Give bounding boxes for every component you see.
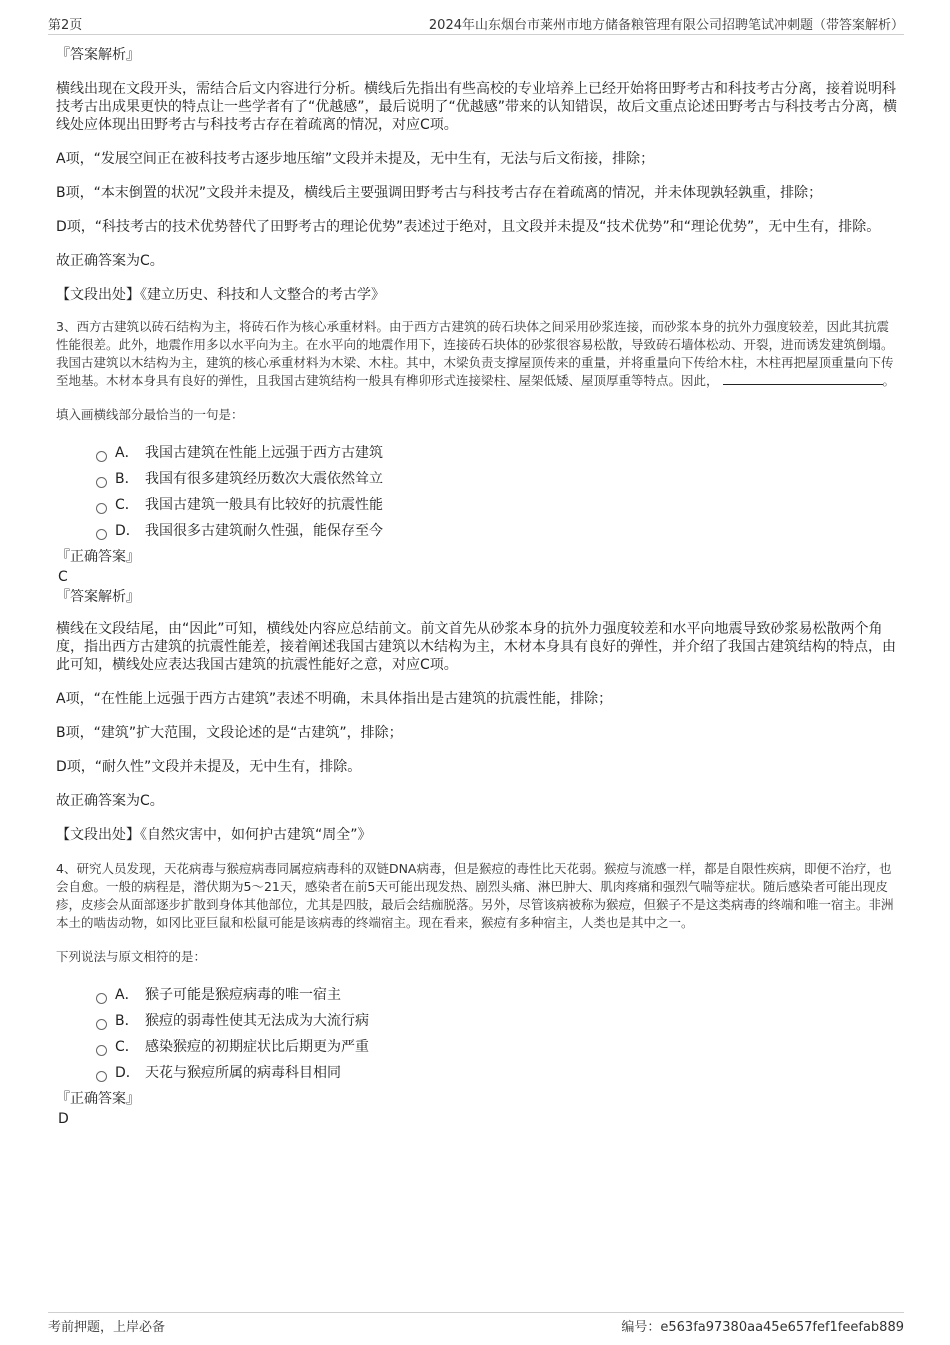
analysis-option-a: A项，“发展空间正在被科技考古逐步地压缩”文段并未提及，无中生有，无法与后文衔接，排除；: [56, 151, 655, 167]
option-b[interactable]: B． 猴痘的弱毒性使其无法成为大流行病: [96, 1008, 898, 1034]
radio-icon[interactable]: [96, 993, 107, 1004]
page-footer: [48, 1312, 904, 1337]
source-line: 【文段出处】《自然灾害中，如何护古建筑“周全”》: [56, 827, 372, 843]
question-4-options: [56, 982, 898, 1086]
option-b[interactable]: B． 我国有很多建筑经历数次大震依然耸立: [96, 466, 898, 492]
source-line: 【文段出处】《建立历史、科技和人文整合的考古学》: [56, 287, 385, 303]
fill-blank: [723, 372, 883, 385]
option-c[interactable]: C． 感染猴痘的初期症状比后期更为严重: [96, 1034, 898, 1060]
analysis-label: 『答案解析』: [56, 47, 140, 63]
option-c[interactable]: C． 我国古建筑一般具有比较好的抗震性能: [96, 492, 898, 518]
conclusion: 故正确答案为C。: [56, 793, 164, 809]
radio-icon[interactable]: [96, 503, 107, 514]
radio-icon[interactable]: [96, 529, 107, 540]
option-a[interactable]: A． 猴子可能是猴痘病毒的唯一宿主: [96, 982, 898, 1008]
radio-icon[interactable]: [96, 1019, 107, 1030]
option-d[interactable]: D． 我国很多古建筑耐久性强，能保存至今: [96, 518, 898, 544]
analysis-option-a: A项，“在性能上远强于西方古建筑”表述不明确，未具体指出是古建筑的抗震性能，排除；: [56, 691, 613, 707]
radio-icon[interactable]: [96, 477, 107, 488]
correct-answer-value: C: [58, 569, 68, 585]
question-3-stem: 3、西方古建筑以砖石结构为主，将砖石作为核心承重材料。由于西方古建筑的砖石块体之间采用砂浆连接，而砂浆本身的抗外力强度较差，因此其抗震性能很差。此外，地震作用多以水平向为主。在水平向的地震作用下，连接砖石块体的砂浆很容易松散，导致砖石墙体松动、开裂，进而诱发建筑倒塌。我国古建筑以木结构为主，建筑的核心承重材料为木梁、木柱。其中，木梁负责支撑屋顶传来的重量，并将重量向下传给木柱，木柱再把屋顶重量向下传至地基。木材本身具有良好的弹性，且我国古建筑结构一般具有榫卯形式连接梁柱、屋架低矮、屋顶厚重等特点。因此， 。: [56, 319, 896, 388]
correct-answer-label: 『正确答案』: [56, 549, 140, 565]
option-a[interactable]: A． 我国古建筑在性能上远强于西方古建筑: [96, 440, 898, 466]
question-3-prompt: 填入画横线部分最恰当的一句是：: [56, 407, 244, 422]
option-d[interactable]: D． 天花与猴痘所属的病毒科目相同: [96, 1060, 898, 1086]
document-id: 编号：e563fa97380aa45e657fef1feefab889: [621, 1320, 904, 1335]
main-content: [56, 46, 898, 1128]
radio-icon[interactable]: [96, 451, 107, 462]
question-4-stem: 4、研究人员发现，天花病毒与猴痘病毒同属痘病毒科的双链DNA病毒，但是猴痘的毒性比天花弱。猴痘与流感一样，都是自限性疾病，即便不治疗，也会自愈。一般的病程是，潜伏期为5～21天，感染者在前5天可能出现发热、剧烈头痛、淋巴肿大、肌肉疼痛和强烈气喘等症状。随后感染者可能出现皮疹，皮疹会从面部逐步扩散到身体其他部位，尤其是四肢，最后会结痂脱落。另外，尽管该病被称为猴痘，但猴子不是这类病毒的终端和唯一宿主。非洲本土的啮齿动物，如冈比亚巨鼠和松鼠可能是该病毒的终端宿主。现在看来，猴痘有多种宿主，人类也是其中之一。: [56, 861, 894, 930]
analysis-option-d: D项，“科技考古的技术优势替代了田野考古的理论优势”表述过于绝对，且文段并未提及“技术优势”和“理论优势”，无中生有，排除。: [56, 219, 881, 235]
analysis-option-b: B项，“本末倒置的状况”文段并未提及，横线后主要强调田野考古与科技考古存在着疏离的情况，并未体现孰轻孰重，排除；: [56, 185, 823, 201]
radio-icon[interactable]: [96, 1045, 107, 1056]
question-4-prompt: 下列说法与原文相符的是：: [56, 949, 207, 964]
radio-icon[interactable]: [96, 1071, 107, 1082]
analysis-paragraph: 横线出现在文段开头，需结合后文内容进行分析。横线后先指出有些高校的专业培养上已经开始将田野考古和科技考古分离，接着说明科技考古出成果更快的特点让一些学者有了“优越感”，最后说明了“优越感”带来的认知错误，故后文重点论述田野考古与科技考古分离，横线处应体现出田野考古与科技考古存在着疏离的情况，对应C项。: [56, 81, 898, 133]
analysis-option-d: D项，“耐久性”文段并未提及，无中生有，排除。: [56, 759, 362, 775]
footer-slogan: 考前押题，上岸必备: [48, 1320, 166, 1335]
analysis-label: 『答案解析』: [56, 589, 140, 605]
page-header: [48, 14, 904, 35]
analysis-option-b: B项，“建筑”扩大范围，文段论述的是“古建筑”，排除；: [56, 725, 403, 741]
correct-answer-value: D: [58, 1111, 69, 1127]
correct-answer-label: 『正确答案』: [56, 1091, 140, 1107]
question-3-options: [56, 440, 898, 544]
analysis-paragraph: 横线在文段结尾，由“因此”可知，横线处内容应总结前文。前文首先从砂浆本身的抗外力强度较差和水平向地震导致砂浆易松散两个角度，指出西方古建筑的抗震性能差，接着阐述我国古建筑以木结构为主，木材本身具有良好的弹性，并介绍了我国古建筑结构的特点，由此可知，横线处应表达我国古建筑的抗震性能好之意，对应C项。: [56, 621, 896, 673]
document-title: 2024年山东烟台市莱州市地方储备粮管理有限公司招聘笔试冲刺题（带答案解析）: [428, 18, 904, 33]
page-number: 第2页: [48, 18, 83, 33]
conclusion: 故正确答案为C。: [56, 253, 164, 269]
